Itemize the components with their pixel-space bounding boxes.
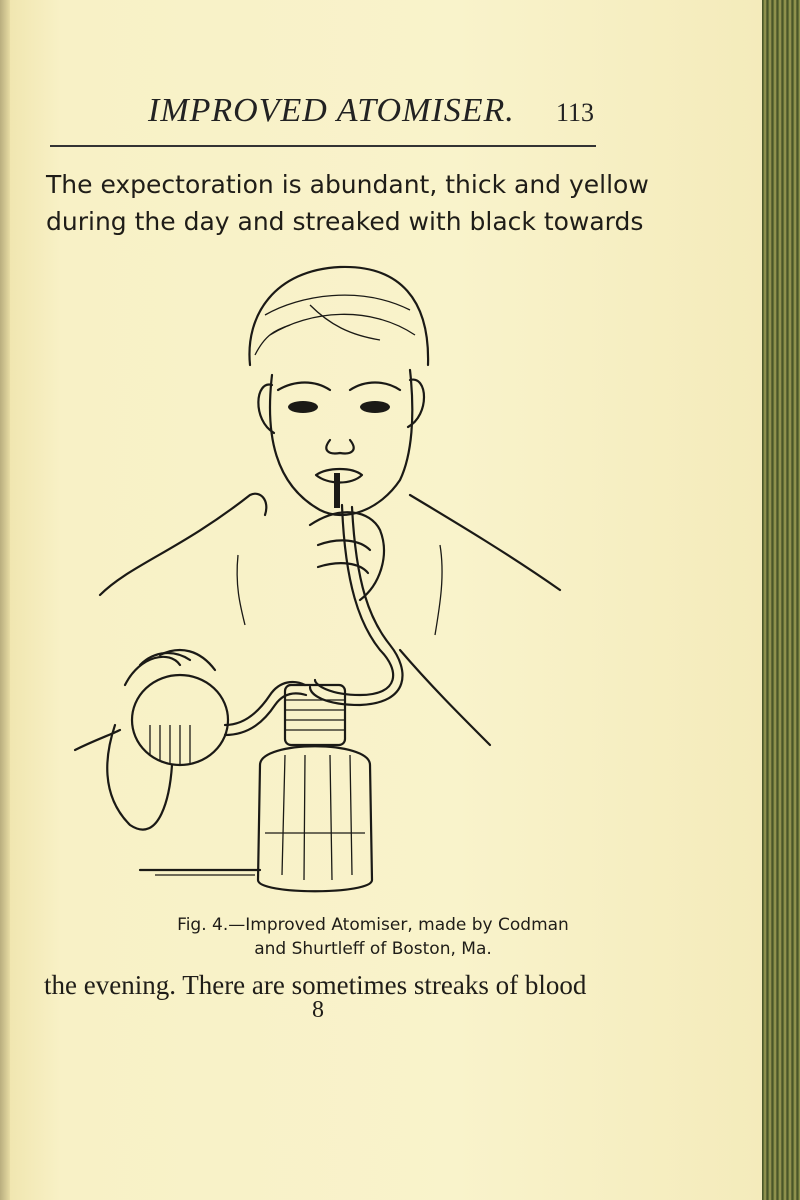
header-rule bbox=[50, 145, 596, 147]
signature-mark: 8 bbox=[312, 997, 324, 1023]
body-text-continuation: the evening. There are sometimes streaks of blood bbox=[44, 970, 587, 1000]
book-page-edges bbox=[762, 0, 800, 1200]
page-gutter-edge bbox=[0, 0, 10, 1200]
body-text-line-2: during the day and streaked with black towards bbox=[46, 207, 644, 236]
atomiser-illustration bbox=[60, 255, 620, 905]
figure-caption-line-2: and Shurtleff of Boston, Ma. bbox=[254, 939, 492, 959]
figure-caption-line-1: Fig. 4.—Improved Atomiser, made by Codman bbox=[177, 915, 569, 935]
body-text-line-1: The expectoration is abundant, thick and yellow bbox=[46, 170, 649, 199]
running-head: IMPROVED ATOMISER. bbox=[148, 92, 515, 129]
page-number: 113 bbox=[556, 98, 595, 127]
